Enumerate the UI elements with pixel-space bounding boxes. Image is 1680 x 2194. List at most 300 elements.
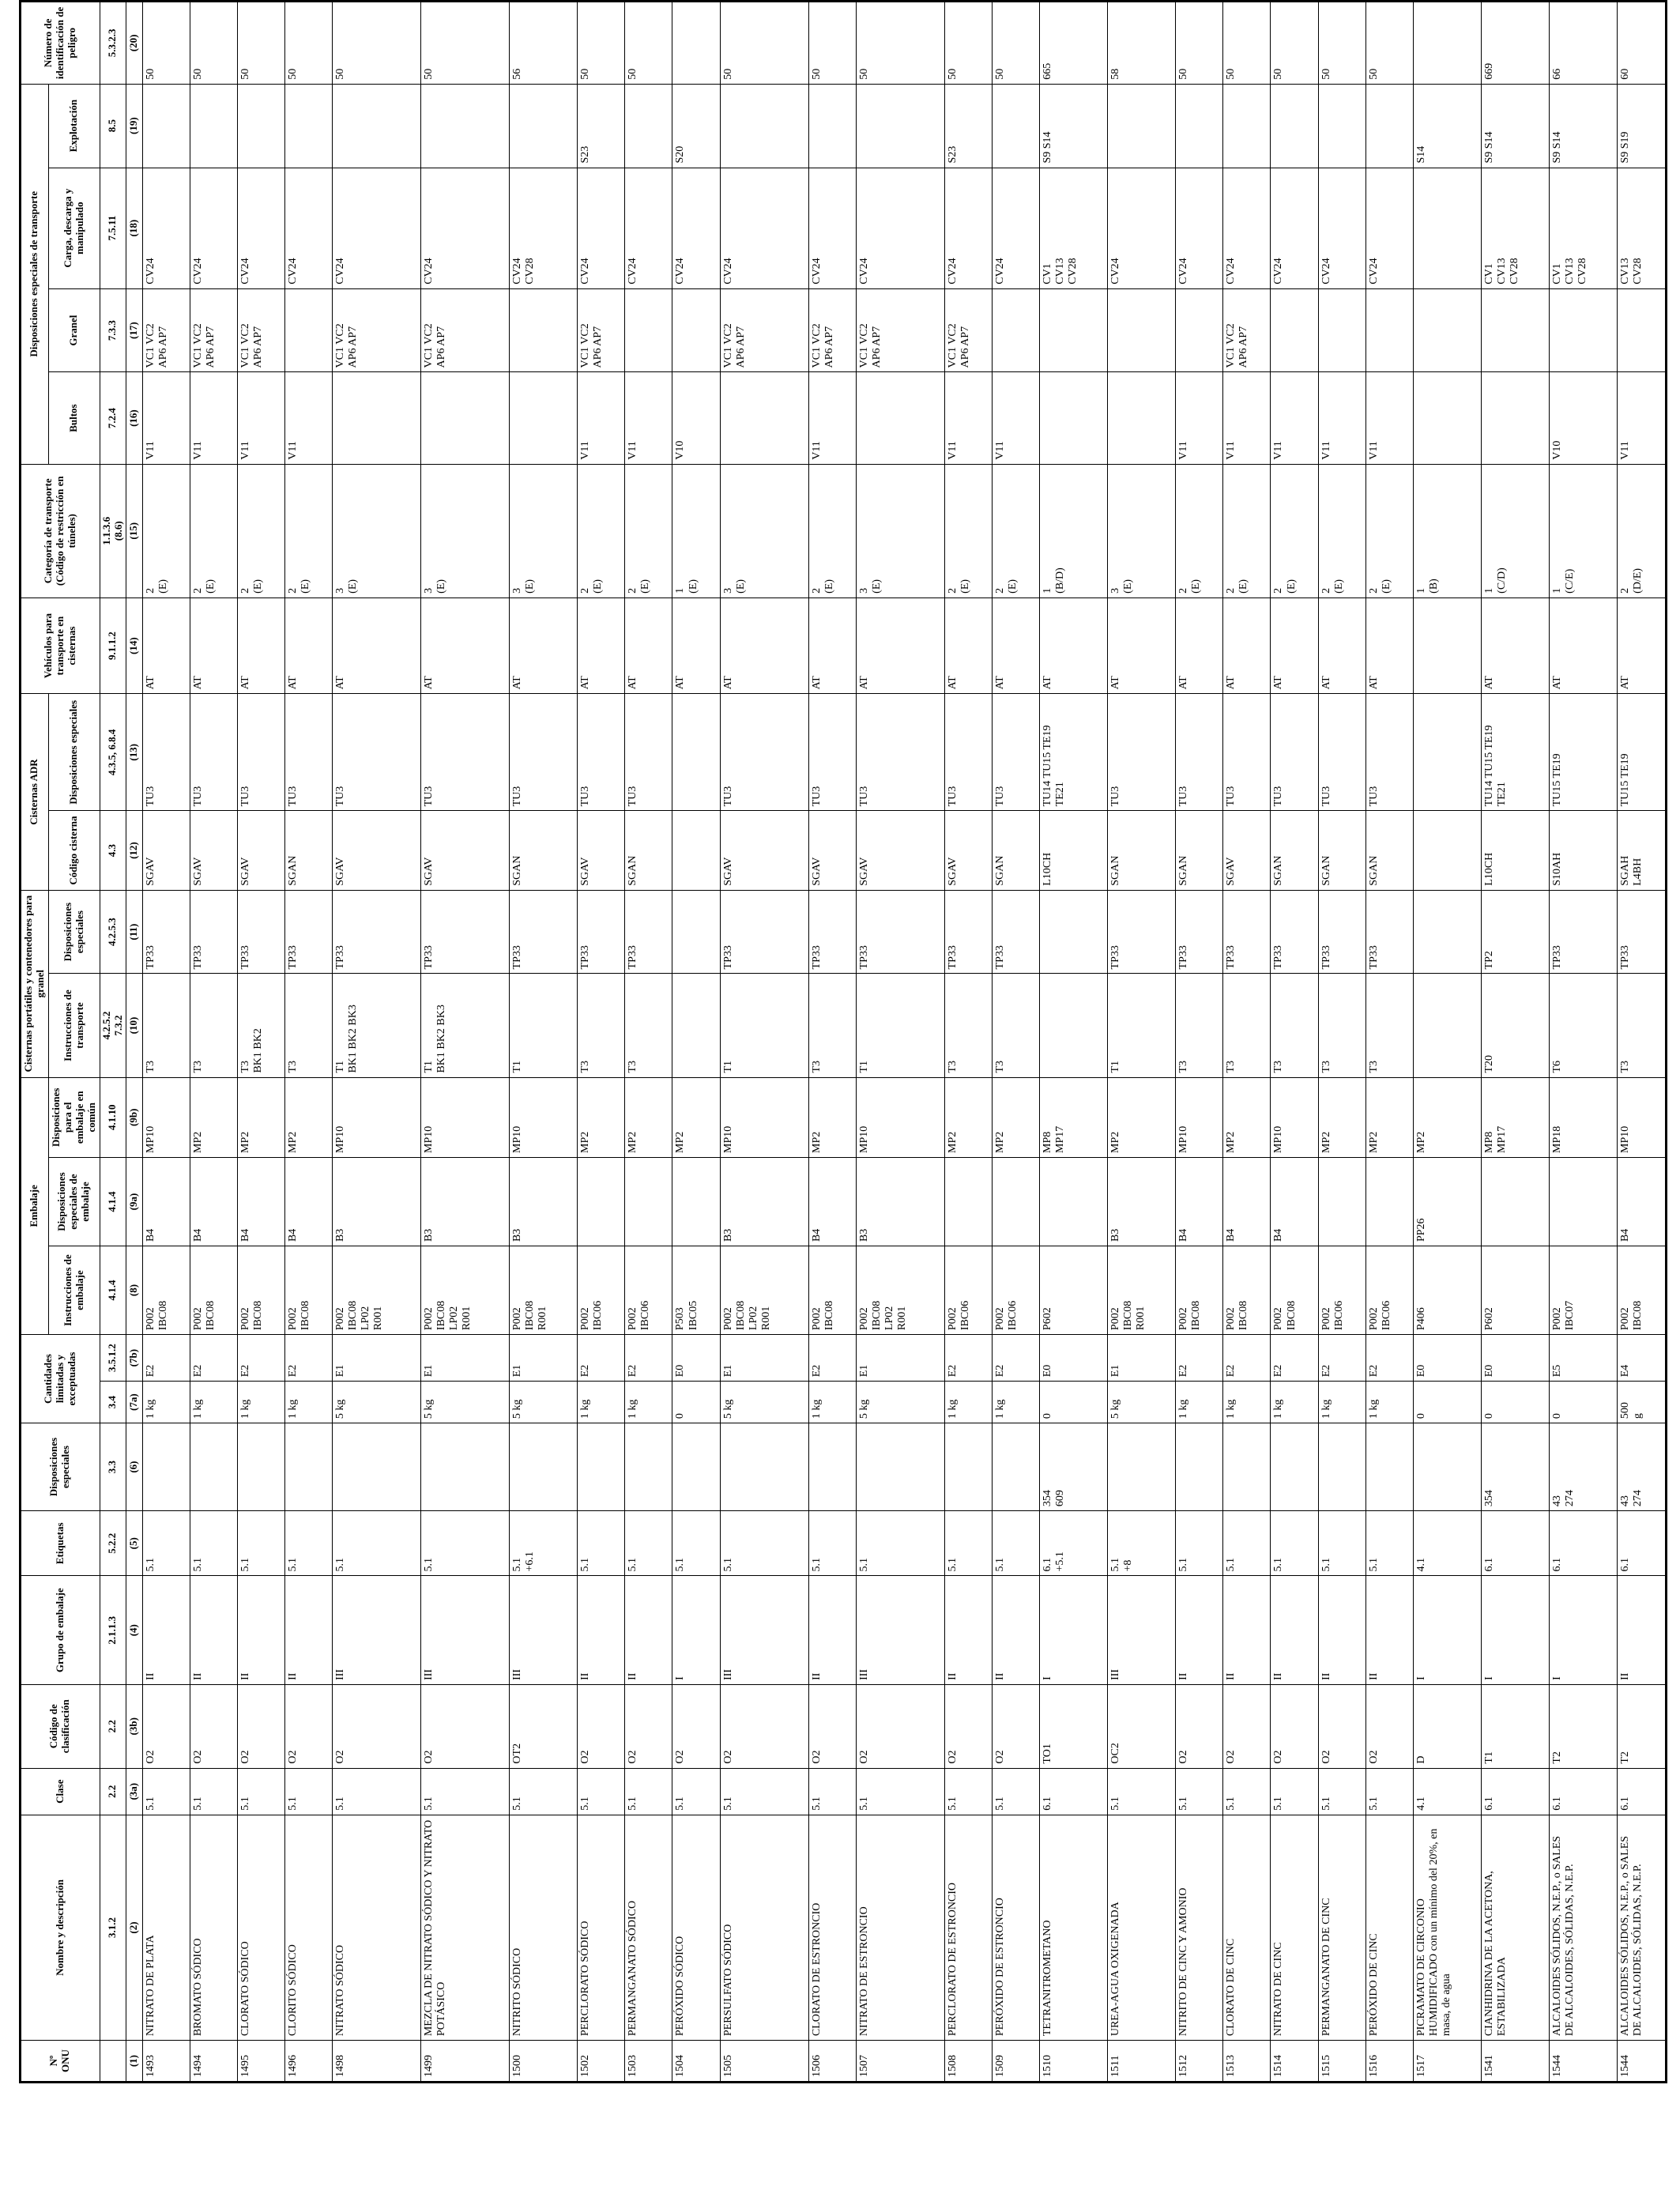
table-cell: CV24 bbox=[1223, 168, 1271, 288]
table-cell: O2 bbox=[1176, 1684, 1223, 1768]
table-cell: ALCALOIDES SÓLIDOS, N.E.P., o SALES DE ALCALOIDES, SÓLIDAS, N.E.P. bbox=[1618, 1815, 1667, 2040]
table-cell: 1 kg bbox=[284, 1382, 332, 1423]
table-cell bbox=[1365, 84, 1413, 168]
table-cell: 50 bbox=[944, 2, 992, 85]
table-cell: II bbox=[808, 1576, 856, 1684]
table-cell: P002 IBC08 R001 bbox=[1108, 1246, 1176, 1335]
table-cell: MP2 bbox=[1108, 1077, 1176, 1157]
table-cell: BROMATO SÓDICO bbox=[190, 1815, 237, 2040]
table-cell: TP33 bbox=[808, 890, 856, 974]
table-cell bbox=[1176, 1423, 1223, 1511]
table-cell: E4 bbox=[1618, 1335, 1667, 1382]
table-cell: B3 bbox=[1108, 1158, 1176, 1246]
table-cell: 1495 bbox=[237, 2041, 284, 2083]
table-cell: E1 bbox=[1108, 1335, 1176, 1382]
table-cell bbox=[1271, 84, 1318, 168]
table-cell: 2 (E) bbox=[944, 464, 992, 598]
table-cell: II bbox=[944, 1576, 992, 1684]
table-cell: VC1 VC2 AP6 AP7 bbox=[808, 288, 856, 372]
table-cell: P002 IBC08 bbox=[142, 1246, 190, 1335]
table-cell: TP33 bbox=[237, 890, 284, 974]
table-cell: TP33 bbox=[1108, 890, 1176, 974]
table-cell bbox=[672, 2, 720, 85]
table-cell: 50 bbox=[625, 2, 672, 85]
table-cell: T1 BK1 BK2 BK3 bbox=[332, 974, 420, 1077]
table-row bbox=[856, 2, 944, 2083]
table-cell: MP10 bbox=[856, 1077, 944, 1157]
table-cell: 6.1 bbox=[1549, 1768, 1617, 1815]
col-header-limited-quantities: Cantidades limitadas y exceptuadas bbox=[21, 1335, 100, 1423]
table-cell: S9 S19 bbox=[1618, 84, 1667, 168]
table-cell bbox=[672, 890, 720, 974]
table-cell: 2 (E) bbox=[190, 464, 237, 598]
table-cell bbox=[332, 84, 420, 168]
table-cell: B3 bbox=[421, 1158, 510, 1246]
table-cell: 1500 bbox=[510, 2041, 578, 2083]
table-cell bbox=[1108, 288, 1176, 372]
table-cell: MP10 bbox=[1271, 1077, 1318, 1157]
table-cell: VC1 VC2 AP6 AP7 bbox=[856, 288, 944, 372]
table-cell: 1 kg bbox=[1318, 1382, 1365, 1423]
table-cell: 1493 bbox=[142, 2041, 190, 2083]
table-cell bbox=[1108, 1423, 1176, 1511]
column-number-cell: (4) bbox=[126, 1576, 142, 1684]
table-cell: SGAN bbox=[1176, 811, 1223, 890]
table-cell: E2 bbox=[944, 1335, 992, 1382]
reference-cell: 8.5 bbox=[100, 84, 126, 168]
table-cell: 1541 bbox=[1481, 2041, 1549, 2083]
table-cell: TU3 bbox=[856, 694, 944, 811]
table-cell: P002 IBC08 bbox=[1271, 1246, 1318, 1335]
table-cell bbox=[1040, 890, 1108, 974]
group-header-adr-tanks: Cisternas ADR bbox=[21, 694, 49, 890]
table-cell: CV24 bbox=[1176, 168, 1223, 288]
col-header-name: Nombre y descripción bbox=[21, 1815, 100, 2040]
column-number-cell: (17) bbox=[126, 288, 142, 372]
table-row bbox=[332, 2, 420, 2083]
table-cell: E1 bbox=[332, 1335, 420, 1382]
table-cell bbox=[944, 1158, 992, 1246]
table-cell: MP2 bbox=[284, 1077, 332, 1157]
table-cell: T1 bbox=[510, 974, 578, 1077]
table-cell: O2 bbox=[142, 1684, 190, 1768]
table-cell: SGAN bbox=[1271, 811, 1318, 890]
table-cell: 665 bbox=[1040, 2, 1108, 85]
table-cell: 1511 bbox=[1108, 2041, 1176, 2083]
table-cell: S23 bbox=[944, 84, 992, 168]
table-cell: 0 bbox=[1549, 1382, 1617, 1423]
table-row bbox=[992, 2, 1039, 2083]
table-cell: 5.1 bbox=[625, 1511, 672, 1576]
table-cell: B3 bbox=[510, 1158, 578, 1246]
table-cell: 50 bbox=[142, 2, 190, 85]
table-cell: SGAV bbox=[808, 811, 856, 890]
table-cell: O2 bbox=[1365, 1684, 1413, 1768]
table-cell: 5.1 bbox=[625, 1768, 672, 1815]
reference-cell: 5.3.2.3 bbox=[100, 2, 126, 85]
reference-cell: 7.3.3 bbox=[100, 288, 126, 372]
column-number-cell: (5) bbox=[126, 1511, 142, 1576]
table-cell: 6.1 bbox=[1481, 1511, 1549, 1576]
table-cell: 1 (C/D) bbox=[1481, 464, 1549, 598]
table-cell: 5 kg bbox=[510, 1382, 578, 1423]
table-cell: 3 (E) bbox=[856, 464, 944, 598]
table-cell: TU14 TU15 TE19 TE21 bbox=[1481, 694, 1549, 811]
table-cell: 5.1 bbox=[944, 1768, 992, 1815]
table-cell: II bbox=[578, 1576, 625, 1684]
table-cell: AT bbox=[1271, 598, 1318, 694]
table-cell: 5.1 bbox=[808, 1768, 856, 1815]
table-cell bbox=[332, 1423, 420, 1511]
table-cell bbox=[625, 84, 672, 168]
table-cell bbox=[1176, 288, 1223, 372]
table-cell: B3 bbox=[856, 1158, 944, 1246]
table-cell: O2 bbox=[190, 1684, 237, 1768]
table-cell: 5.1 bbox=[578, 1511, 625, 1576]
col-header-class: Clase bbox=[21, 1768, 100, 1815]
table-cell: V11 bbox=[578, 372, 625, 464]
table-cell: 50 bbox=[992, 2, 1039, 85]
table-cell: 50 bbox=[856, 2, 944, 85]
table-cell: II bbox=[1365, 1576, 1413, 1684]
table-cell: TU14 TU15 TE19 TE21 bbox=[1040, 694, 1108, 811]
table-cell: 50 bbox=[332, 2, 420, 85]
table-cell bbox=[1365, 288, 1413, 372]
table-cell: TP33 bbox=[142, 890, 190, 974]
table-cell: CV24 bbox=[720, 168, 808, 288]
table-cell: 5.1 bbox=[1108, 1768, 1176, 1815]
table-cell: 1494 bbox=[190, 2041, 237, 2083]
table-row bbox=[944, 2, 992, 2083]
table-cell: 50 bbox=[284, 2, 332, 85]
table-cell bbox=[1223, 1423, 1271, 1511]
table-cell: T1 bbox=[1108, 974, 1176, 1077]
table-cell: CV24 bbox=[856, 168, 944, 288]
table-cell: T3 bbox=[578, 974, 625, 1077]
table-cell bbox=[578, 1158, 625, 1246]
table-cell: 5.1 bbox=[1176, 1511, 1223, 1576]
table-cell: 0 bbox=[1040, 1382, 1108, 1423]
table-cell: V11 bbox=[1318, 372, 1365, 464]
table-cell: MEZCLA DE NITRATO SÓDICO Y NITRATO POTÁSICO bbox=[421, 1815, 510, 2040]
table-cell: 2 (E) bbox=[625, 464, 672, 598]
table-cell: TP33 bbox=[720, 890, 808, 974]
table-cell: 5.1 bbox=[672, 1768, 720, 1815]
table-cell: 5.1 bbox=[720, 1511, 808, 1576]
table-cell: PERÓXIDO DE CINC bbox=[1365, 1815, 1413, 2040]
table-cell: MP8 MP17 bbox=[1481, 1077, 1549, 1157]
table-cell: V11 bbox=[1365, 372, 1413, 464]
table-cell: CV1 CV13 CV28 bbox=[1040, 168, 1108, 288]
table-cell: MP8 MP17 bbox=[1040, 1077, 1108, 1157]
table-row bbox=[284, 2, 332, 2083]
table-cell: P002 IBC08 bbox=[237, 1246, 284, 1335]
table-cell: 5 kg bbox=[720, 1382, 808, 1423]
table-cell: TU3 bbox=[1176, 694, 1223, 811]
table-cell: II bbox=[1618, 1576, 1667, 1684]
table-cell: T3 bbox=[625, 974, 672, 1077]
table-cell: TP33 bbox=[1223, 890, 1271, 974]
table-cell: AT bbox=[1223, 598, 1271, 694]
table-cell: SGAV bbox=[856, 811, 944, 890]
table-cell: T3 bbox=[190, 974, 237, 1077]
table-cell: I bbox=[1040, 1576, 1108, 1684]
table-cell: MP2 bbox=[625, 1077, 672, 1157]
table-cell: TP33 bbox=[190, 890, 237, 974]
table-cell: AT bbox=[237, 598, 284, 694]
table-cell: B4 bbox=[808, 1158, 856, 1246]
table-cell: 50 bbox=[190, 2, 237, 85]
table-cell: 1 (C/E) bbox=[1549, 464, 1617, 598]
table-cell: 6.1 bbox=[1549, 1511, 1617, 1576]
table-cell: 1513 bbox=[1223, 2041, 1271, 2083]
table-cell: P002 IBC08 LP02 R001 bbox=[856, 1246, 944, 1335]
table-cell: 2 (E) bbox=[578, 464, 625, 598]
table-cell bbox=[1413, 372, 1481, 464]
table-cell bbox=[672, 811, 720, 890]
table-cell: 50 bbox=[237, 2, 284, 85]
table-cell bbox=[1318, 1423, 1365, 1511]
table-cell: AT bbox=[1318, 598, 1365, 694]
table-cell: 5.1 bbox=[190, 1511, 237, 1576]
table-cell: 5.1 bbox=[856, 1768, 944, 1815]
table-cell: CV24 bbox=[1365, 168, 1413, 288]
table-cell: CV24 bbox=[142, 168, 190, 288]
table-cell: E2 bbox=[808, 1335, 856, 1382]
table-cell: T2 bbox=[1549, 1684, 1617, 1768]
column-number-row bbox=[126, 2, 142, 2083]
table-cell: V11 bbox=[992, 372, 1039, 464]
table-cell: 1 (B) bbox=[1413, 464, 1481, 598]
reference-cell: 2.1.1.3 bbox=[100, 1576, 126, 1684]
table-row bbox=[142, 2, 190, 2083]
table-cell: E1 bbox=[720, 1335, 808, 1382]
table-cell: TP33 bbox=[578, 890, 625, 974]
table-cell: V10 bbox=[1549, 372, 1617, 464]
table-cell: B4 bbox=[1618, 1158, 1667, 1246]
table-cell bbox=[992, 288, 1039, 372]
table-cell: 6.1 bbox=[1618, 1768, 1667, 1815]
table-cell bbox=[421, 84, 510, 168]
column-number-cell: (20) bbox=[126, 2, 142, 85]
table-cell: O2 bbox=[1271, 1684, 1318, 1768]
reference-cell: 4.1.4 bbox=[100, 1158, 126, 1246]
table-row bbox=[672, 2, 720, 2083]
table-cell: OT2 bbox=[510, 1684, 578, 1768]
table-cell: B3 bbox=[720, 1158, 808, 1246]
table-cell: 2 (E) bbox=[284, 464, 332, 598]
reference-cell: 3.4 bbox=[100, 1382, 126, 1423]
table-cell: VC1 VC2 AP6 AP7 bbox=[421, 288, 510, 372]
column-number-cell: (1) bbox=[126, 2041, 142, 2083]
table-cell bbox=[720, 372, 808, 464]
table-cell: TP33 bbox=[1176, 890, 1223, 974]
table-cell bbox=[1318, 288, 1365, 372]
column-number-cell: (13) bbox=[126, 694, 142, 811]
col-header-portable-instructions: Instrucciones de transporte bbox=[48, 974, 100, 1077]
table-cell: 5.1 bbox=[142, 1768, 190, 1815]
table-cell bbox=[1040, 1158, 1108, 1246]
table-cell bbox=[672, 694, 720, 811]
column-number-cell: (7b) bbox=[126, 1335, 142, 1382]
table-row bbox=[1481, 2, 1549, 2083]
table-cell: 60 bbox=[1618, 2, 1667, 85]
reference-cell: 9.1.1.2 bbox=[100, 598, 126, 694]
col-header-classification-code: Código de clasificación bbox=[21, 1684, 100, 1768]
table-cell bbox=[672, 974, 720, 1077]
table-cell: P002 IBC06 bbox=[578, 1246, 625, 1335]
table-cell: I bbox=[1549, 1576, 1617, 1684]
table-cell: 1516 bbox=[1365, 2041, 1413, 2083]
table-cell: 0 bbox=[1481, 1382, 1549, 1423]
table-cell: CV24 bbox=[625, 168, 672, 288]
table-cell: T20 bbox=[1481, 974, 1549, 1077]
table-row bbox=[190, 2, 237, 2083]
table-cell bbox=[992, 1158, 1039, 1246]
table-cell: SGAV bbox=[421, 811, 510, 890]
table-cell: B4 bbox=[190, 1158, 237, 1246]
table-cell: 5.1 bbox=[332, 1511, 420, 1576]
table-cell: P002 IBC08 LP02 R001 bbox=[720, 1246, 808, 1335]
table-cell: S9 S14 bbox=[1549, 84, 1617, 168]
table-cell: MP2 bbox=[672, 1077, 720, 1157]
table-cell: S23 bbox=[578, 84, 625, 168]
table-cell: T3 bbox=[1365, 974, 1413, 1077]
table-cell: NITRATO DE PLATA bbox=[142, 1815, 190, 2040]
table-cell: 2 (E) bbox=[1365, 464, 1413, 598]
reference-cell: 3.5.1.2 bbox=[100, 1335, 126, 1382]
table-cell: 5.1 bbox=[1318, 1768, 1365, 1815]
column-number-cell: (15) bbox=[126, 464, 142, 598]
table-cell: 6.1 bbox=[1618, 1511, 1667, 1576]
table-cell: 56 bbox=[510, 2, 578, 85]
table-cell: E1 bbox=[421, 1335, 510, 1382]
table-cell: 5.1 bbox=[944, 1511, 992, 1576]
table-cell: E2 bbox=[190, 1335, 237, 1382]
table-cell: VC1 VC2 AP6 AP7 bbox=[720, 288, 808, 372]
col-header-packages: Bultos bbox=[48, 372, 100, 464]
table-cell bbox=[856, 372, 944, 464]
table-cell: 5.1 bbox=[142, 1511, 190, 1576]
table-cell: CV24 bbox=[1318, 168, 1365, 288]
table-cell: AT bbox=[625, 598, 672, 694]
col-header-un: Nº ONU bbox=[21, 2041, 100, 2083]
table-cell: PP26 bbox=[1413, 1158, 1481, 1246]
table-cell: 1512 bbox=[1176, 2041, 1223, 2083]
table-cell: PERÓXIDO SÓDICO bbox=[672, 1815, 720, 2040]
table-cell: MP2 bbox=[237, 1077, 284, 1157]
table-row bbox=[1040, 2, 1108, 2083]
table-cell: 5.1 bbox=[1176, 1768, 1223, 1815]
table-cell: O2 bbox=[421, 1684, 510, 1768]
table-cell: AT bbox=[1365, 598, 1413, 694]
table-cell: T1 BK1 BK2 BK3 bbox=[421, 974, 510, 1077]
table-cell: 3 (E) bbox=[421, 464, 510, 598]
table-cell bbox=[1040, 974, 1108, 1077]
table-cell: TU3 bbox=[237, 694, 284, 811]
table-cell: E5 bbox=[1549, 1335, 1617, 1382]
table-cell: 2 (E) bbox=[992, 464, 1039, 598]
table-cell: SGAN bbox=[1365, 811, 1413, 890]
table-cell: SGAV bbox=[1223, 811, 1271, 890]
reference-cell: 4.3 bbox=[100, 811, 126, 890]
table-cell: NITRATO DE ESTRONCIO bbox=[856, 1815, 944, 2040]
table-row bbox=[510, 2, 578, 2083]
table-cell: MP2 bbox=[992, 1077, 1039, 1157]
table-cell: TP33 bbox=[421, 890, 510, 974]
table-cell: CV24 bbox=[284, 168, 332, 288]
column-number-cell: (18) bbox=[126, 168, 142, 288]
table-cell: V11 bbox=[142, 372, 190, 464]
table-cell: AT bbox=[992, 598, 1039, 694]
table-cell: CLORATO DE ESTRONCIO bbox=[808, 1815, 856, 2040]
table-cell: 43 274 bbox=[1618, 1423, 1667, 1511]
table-cell: TP33 bbox=[992, 890, 1039, 974]
table-cell bbox=[1176, 84, 1223, 168]
table-cell: V11 bbox=[808, 372, 856, 464]
table-cell: E0 bbox=[1413, 1335, 1481, 1382]
table-cell: 50 bbox=[1223, 2, 1271, 85]
table-cell: MP2 bbox=[578, 1077, 625, 1157]
table-cell: 50 bbox=[1176, 2, 1223, 85]
table-cell: P002 IBC08 bbox=[190, 1246, 237, 1335]
table-cell: 1503 bbox=[625, 2041, 672, 2083]
table-cell: CIANHIDRINA DE LA ACETONA, ESTABILIZADA bbox=[1481, 1815, 1549, 2040]
table-cell: 1499 bbox=[421, 2041, 510, 2083]
table-cell: SGAV bbox=[944, 811, 992, 890]
table-cell: 50 bbox=[1271, 2, 1318, 85]
table-cell: 3 (E) bbox=[720, 464, 808, 598]
table-cell: CLORATO SÓDICO bbox=[237, 1815, 284, 2040]
table-cell: T3 BK1 BK2 bbox=[237, 974, 284, 1077]
table-cell: TU3 bbox=[625, 694, 672, 811]
table-cell: E0 bbox=[1040, 1335, 1108, 1382]
table-cell: AT bbox=[1549, 598, 1617, 694]
table-cell: 1 kg bbox=[1271, 1382, 1318, 1423]
table-cell: TU15 TE19 bbox=[1549, 694, 1617, 811]
table-cell: 1 kg bbox=[808, 1382, 856, 1423]
table-cell: SGAN bbox=[1108, 811, 1176, 890]
col-header-labels: Etiquetas bbox=[21, 1511, 100, 1576]
table-cell: MP2 bbox=[1413, 1077, 1481, 1157]
table-cell bbox=[190, 1423, 237, 1511]
table-cell bbox=[808, 1423, 856, 1511]
table-cell: V10 bbox=[672, 372, 720, 464]
table-cell: S9 S14 bbox=[1481, 84, 1549, 168]
table-cell: SGAN bbox=[625, 811, 672, 890]
table-cell: E2 bbox=[1223, 1335, 1271, 1382]
table-cell: III bbox=[1108, 1576, 1176, 1684]
table-cell: SGAN bbox=[992, 811, 1039, 890]
table-cell: TU3 bbox=[578, 694, 625, 811]
table-cell: V11 bbox=[284, 372, 332, 464]
table-cell: TP33 bbox=[1318, 890, 1365, 974]
col-header-bulk: Granel bbox=[48, 288, 100, 372]
table-cell: 1 kg bbox=[237, 1382, 284, 1423]
table-cell: E1 bbox=[510, 1335, 578, 1382]
table-cell: 5.1 bbox=[421, 1768, 510, 1815]
table-cell: E2 bbox=[1176, 1335, 1223, 1382]
table-cell: 5.1 bbox=[1223, 1768, 1271, 1815]
table-cell: 0 bbox=[1413, 1382, 1481, 1423]
table-cell: SGAN bbox=[284, 811, 332, 890]
table-cell bbox=[625, 288, 672, 372]
table-cell: AT bbox=[1108, 598, 1176, 694]
table-cell: 58 bbox=[1108, 2, 1176, 85]
table-cell: 1 (E) bbox=[672, 464, 720, 598]
table-cell: 1 kg bbox=[1365, 1382, 1413, 1423]
table-cell: 2 (E) bbox=[237, 464, 284, 598]
